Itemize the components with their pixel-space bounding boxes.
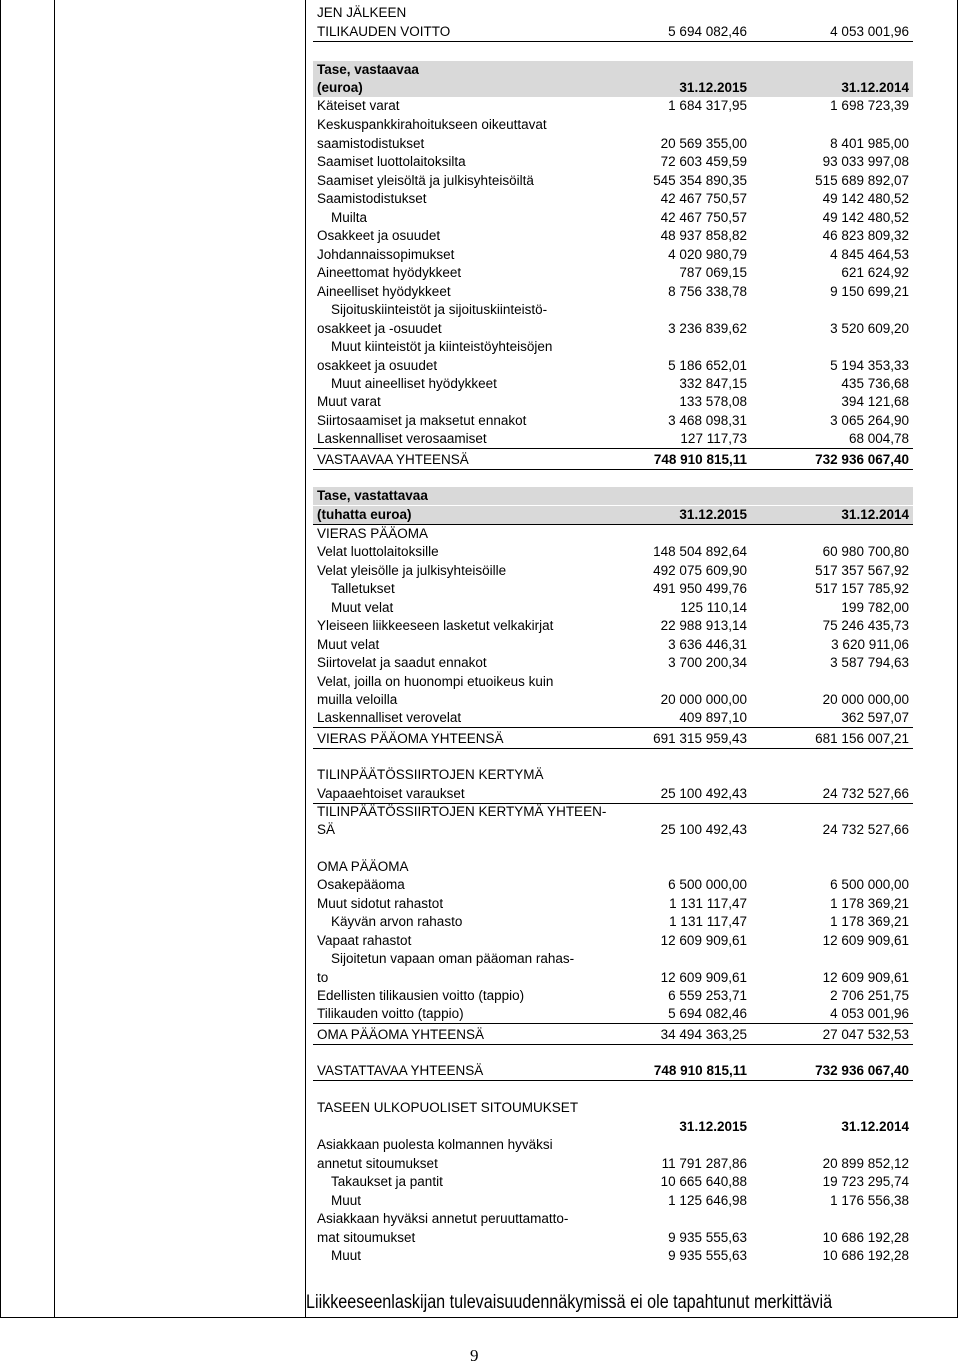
table-row <box>313 1099 913 1117</box>
value-2014: 515 689 892,07 <box>815 173 909 188</box>
value-2014: 24 732 527,66 <box>822 786 909 801</box>
row-label: Saamiset yleisöltä ja julkisyhteisöiltä <box>317 173 534 188</box>
value-2014: 24 732 527,66 <box>822 822 909 837</box>
table-row <box>313 283 913 301</box>
row-label: Velat luottolaitoksille <box>317 544 439 559</box>
value-2015: 31.12.2015 <box>679 80 747 95</box>
value-2015: 133 578,08 <box>679 394 747 409</box>
table-row <box>313 97 913 115</box>
row-label: Osakkeet ja osuudet <box>317 228 441 243</box>
table-row <box>313 61 913 79</box>
table-row <box>313 895 913 913</box>
table-row <box>313 543 913 561</box>
table-row <box>313 506 913 525</box>
value-2015: 6 559 253,71 <box>668 988 747 1003</box>
value-2015: 3 236 839,62 <box>668 321 747 336</box>
row-label: Muut velat <box>317 637 380 652</box>
row-label: (tuhatta euroa) <box>317 507 412 522</box>
value-2015: 1 131 117,47 <box>669 896 747 911</box>
value-2015: 72 603 459,59 <box>660 154 747 169</box>
row-label: Muut velat <box>331 600 394 615</box>
row-label: VASTATTAVAA YHTEENSÄ <box>317 1063 484 1078</box>
table-row <box>313 1247 913 1265</box>
table-row <box>313 785 913 804</box>
table-row <box>313 673 913 691</box>
row-label: Muut kiinteistöt ja kiinteistöyhteisöjen <box>331 339 553 354</box>
row-label: (euroa) <box>317 80 363 95</box>
table-row <box>313 950 913 968</box>
value-2014: 75 246 435,73 <box>822 618 909 633</box>
table-row <box>313 246 913 264</box>
table-row <box>313 1026 913 1045</box>
row-label: TILIKAUDEN VOITTO <box>317 24 451 39</box>
row-label: OMA PÄÄOMA YHTEENSÄ <box>317 1027 485 1042</box>
table-row <box>313 1155 913 1173</box>
row-label: JEN JÄLKEEN <box>317 5 407 20</box>
table-row <box>313 227 913 245</box>
table-row <box>313 209 913 227</box>
value-2014: 10 686 192,28 <box>822 1248 909 1263</box>
value-2015: 748 910 815,11 <box>653 1063 747 1078</box>
value-2014: 12 609 909,61 <box>822 970 909 985</box>
value-2014: 681 156 007,21 <box>815 731 909 746</box>
footer-note: Liikkeeseenlaskijan tulevaisuudennäkymissä ei ole tapahtunut merkittäviä <box>306 1292 833 1313</box>
table-row <box>313 320 913 338</box>
value-2014: 362 597,07 <box>841 710 909 725</box>
table-row <box>313 987 913 1005</box>
value-2015: 492 075 609,90 <box>653 563 747 578</box>
row-label: Muut <box>331 1248 362 1263</box>
row-label: TASEEN ULKOPUOLISET SITOUMUKSET <box>317 1100 579 1115</box>
table-row <box>313 821 913 839</box>
table-column-divider <box>305 0 306 1318</box>
row-label: Vapaaehtoiset varaukset <box>317 786 465 801</box>
value-2014: 732 936 067,40 <box>815 452 909 467</box>
value-2014: 46 823 809,32 <box>822 228 909 243</box>
row-label: Keskuspankkirahoitukseen oikeuttavat <box>317 117 547 132</box>
value-2014: 435 736,68 <box>841 376 909 391</box>
table-row <box>313 1062 913 1081</box>
left-column-divider <box>54 0 55 1318</box>
value-2014: 4 053 001,96 <box>830 1006 909 1021</box>
value-2014: 1 698 723,39 <box>830 98 909 113</box>
value-2015: 31.12.2015 <box>679 507 747 522</box>
row-label: Saamistodistukset <box>317 191 427 206</box>
table-row <box>313 116 913 134</box>
value-2014: 3 620 911,06 <box>831 637 909 652</box>
row-label: osakkeet ja osuudet <box>317 358 438 373</box>
row-label: Velat, joilla on huonompi etuoikeus kuin <box>317 674 554 689</box>
value-2015: 42 467 750,57 <box>660 210 747 225</box>
table-row <box>313 1229 913 1247</box>
value-2015: 691 315 959,43 <box>653 731 747 746</box>
table-row <box>313 969 913 987</box>
table-row <box>313 580 913 598</box>
value-2014: 49 142 480,52 <box>822 210 909 225</box>
value-2015: 3 636 446,31 <box>668 637 747 652</box>
value-2015: 5 694 082,46 <box>668 1006 747 1021</box>
table-row <box>313 1005 913 1024</box>
table-row <box>313 562 913 580</box>
table-row <box>313 412 913 430</box>
row-label: Muut varat <box>317 394 381 409</box>
value-2014: 732 936 067,40 <box>815 1063 909 1078</box>
row-label: Sijoitetun vapaan oman pääoman rahas- <box>331 951 575 966</box>
row-label: Tase, vastaavaa <box>317 62 419 77</box>
value-2015: 12 609 909,61 <box>660 933 747 948</box>
row-label: Muut aineelliset hyödykkeet <box>331 376 497 391</box>
value-2015: 20 569 355,00 <box>660 136 747 151</box>
value-2015: 8 756 338,78 <box>668 284 747 299</box>
table-row <box>313 4 913 22</box>
value-2015: 545 354 890,35 <box>653 173 747 188</box>
table-row <box>313 858 913 876</box>
value-2014: 31.12.2014 <box>841 80 909 95</box>
value-2014: 10 686 192,28 <box>822 1230 909 1245</box>
row-label: TILINPÄÄTÖSSIIRTOJEN KERTYMÄ YHTEEN- <box>317 804 607 819</box>
value-2014: 19 723 295,74 <box>822 1174 909 1189</box>
value-2015: 12 609 909,61 <box>660 970 747 985</box>
row-label: Laskennalliset verosaamiset <box>317 431 487 446</box>
value-2015: 491 950 499,76 <box>653 581 747 596</box>
value-2014: 20 899 852,12 <box>822 1156 909 1171</box>
row-label: osakkeet ja -osuudet <box>317 321 442 336</box>
value-2015: 9 935 555,63 <box>668 1248 747 1263</box>
value-2015: 9 935 555,63 <box>668 1230 747 1245</box>
value-2014: 31.12.2014 <box>841 507 909 522</box>
value-2014: 8 401 985,00 <box>830 136 909 151</box>
value-2014: 517 357 567,92 <box>815 563 909 578</box>
table-row <box>313 525 913 543</box>
table-row <box>313 730 913 749</box>
table-row <box>313 264 913 282</box>
row-label: Muut <box>331 1193 362 1208</box>
value-2014: 1 176 556,38 <box>830 1193 909 1208</box>
table-row <box>313 79 913 97</box>
value-2014: 12 609 909,61 <box>822 933 909 948</box>
value-2014: 60 980 700,80 <box>822 544 909 559</box>
value-2015: 748 910 815,11 <box>653 452 747 467</box>
value-2015: 34 494 363,25 <box>660 1027 747 1042</box>
value-2014: 3 520 609,20 <box>830 321 909 336</box>
row-label: OMA PÄÄOMA <box>317 859 409 874</box>
value-2015: 5 186 652,01 <box>668 358 747 373</box>
value-2014: 621 624,92 <box>841 265 909 280</box>
table-row <box>313 451 913 470</box>
table-row <box>313 636 913 654</box>
value-2015: 4 020 980,79 <box>668 247 747 262</box>
row-label: Aineelliset hyödykkeet <box>317 284 451 299</box>
row-label: Tilikauden voitto (tappio) <box>317 1006 464 1021</box>
value-2014: 3 587 794,63 <box>830 655 909 670</box>
value-2014: 4 845 464,53 <box>830 247 909 262</box>
row-label: Osakepääoma <box>317 877 405 892</box>
row-label: Tase, vastattavaa <box>317 488 428 503</box>
value-2014: 394 121,68 <box>841 394 909 409</box>
table-row <box>313 190 913 208</box>
value-2015: 1 131 117,47 <box>669 914 747 929</box>
value-2015: 25 100 492,43 <box>660 786 747 801</box>
row-label: Siirtosaamiset ja maksetut ennakot <box>317 413 527 428</box>
value-2015: 3 468 098,31 <box>668 413 747 428</box>
value-2014: 27 047 532,53 <box>822 1027 909 1042</box>
row-label: Aineettomat hyödykkeet <box>317 265 462 280</box>
value-2015: 42 467 750,57 <box>660 191 747 206</box>
row-label: mat sitoumukset <box>317 1230 416 1245</box>
table-row <box>313 1173 913 1191</box>
value-2014: 1 178 369,21 <box>830 896 909 911</box>
table-row <box>313 301 913 319</box>
row-label: Vapaat rahastot <box>317 933 412 948</box>
table-row <box>313 709 913 728</box>
value-2014: 2 706 251,75 <box>830 988 909 1003</box>
value-2014: 93 033 997,08 <box>822 154 909 169</box>
value-2015: 127 117,73 <box>680 431 747 446</box>
row-label: Käyvän arvon rahasto <box>331 914 463 929</box>
value-2014: 517 157 785,92 <box>815 581 909 596</box>
row-label: muilla veloilla <box>317 692 398 707</box>
value-2015: 48 937 858,82 <box>660 228 747 243</box>
table-row <box>313 654 913 672</box>
table-row <box>313 430 913 449</box>
value-2014: 6 500 000,00 <box>830 877 909 892</box>
value-2014: 9 150 699,21 <box>830 284 909 299</box>
value-2015: 787 069,15 <box>679 265 747 280</box>
row-label: Asiakkaan puolesta kolmannen hyväksi <box>317 1137 553 1152</box>
table-row <box>313 357 913 375</box>
row-label: Käteiset varat <box>317 98 400 113</box>
row-label: VIERAS PÄÄOMA <box>317 526 429 541</box>
row-label: Takaukset ja pantit <box>331 1174 443 1189</box>
table-row <box>313 766 913 784</box>
value-2015: 409 897,10 <box>679 710 747 725</box>
row-label: saamistodistukset <box>317 136 425 151</box>
row-label: Siirtovelat ja saadut ennakot <box>317 655 487 670</box>
row-label: Johdannaissopimukset <box>317 247 455 262</box>
table-row <box>313 913 913 931</box>
value-2015: 1 125 646,98 <box>668 1193 747 1208</box>
table-row <box>313 599 913 617</box>
value-2014: 5 194 353,33 <box>830 358 909 373</box>
value-2014: 199 782,00 <box>841 600 909 615</box>
row-label: Asiakkaan hyväksi annetut peruuttamatto- <box>317 1211 569 1226</box>
row-label: Talletukset <box>331 581 395 596</box>
value-2015: 5 694 082,46 <box>668 24 747 39</box>
value-2015: 10 665 640,88 <box>660 1174 747 1189</box>
value-2015: 332 847,15 <box>679 376 747 391</box>
table-row <box>313 617 913 635</box>
value-2015: 1 684 317,95 <box>668 98 747 113</box>
row-label: Muut sidotut rahastot <box>317 896 444 911</box>
row-label: TILINPÄÄTÖSSIIRTOJEN KERTYMÄ <box>317 767 544 782</box>
table-row <box>313 135 913 153</box>
value-2014: 1 178 369,21 <box>830 914 909 929</box>
row-label: Velat yleisölle ja julkisyhteisöille <box>317 563 507 578</box>
table-row <box>313 1192 913 1210</box>
value-2014: 4 053 001,96 <box>830 24 909 39</box>
table-row <box>313 932 913 950</box>
value-2015: 3 700 200,34 <box>668 655 747 670</box>
value-2014: 68 004,78 <box>848 431 909 446</box>
row-label: Laskennalliset verovelat <box>317 710 462 725</box>
table-row <box>313 153 913 171</box>
row-label: to <box>317 970 329 985</box>
value-2014: 31.12.2014 <box>841 1119 909 1134</box>
value-2015: 11 791 287,86 <box>661 1156 747 1171</box>
table-row <box>313 803 913 821</box>
row-label: Saamiset luottolaitoksilta <box>317 154 466 169</box>
row-label: Yleiseen liikkeeseen lasketut velkakirjat <box>317 618 554 633</box>
row-label: SÄ <box>317 822 336 837</box>
value-2015: 22 988 913,14 <box>660 618 747 633</box>
table-row <box>313 393 913 411</box>
value-2015: 31.12.2015 <box>679 1119 747 1134</box>
value-2015: 148 504 892,64 <box>653 544 747 559</box>
value-2015: 25 100 492,43 <box>660 822 747 837</box>
value-2015: 20 000 000,00 <box>660 692 747 707</box>
value-2015: 6 500 000,00 <box>668 877 747 892</box>
table-row <box>313 1210 913 1228</box>
row-label: annetut sitoumukset <box>317 1156 438 1171</box>
value-2014: 20 000 000,00 <box>822 692 909 707</box>
row-label: VASTAAVAA YHTEENSÄ <box>317 452 469 467</box>
value-2015: 125 110,14 <box>680 600 747 615</box>
table-row <box>313 1118 913 1136</box>
table-row <box>313 23 913 42</box>
table-row <box>313 172 913 190</box>
table-row <box>313 375 913 393</box>
row-label: VIERAS PÄÄOMA YHTEENSÄ <box>317 731 504 746</box>
page-number: 9 <box>470 1346 479 1365</box>
value-2014: 3 065 264,90 <box>830 413 909 428</box>
table-row <box>313 487 913 505</box>
row-label: Sijoituskiinteistöt ja sijoituskiinteistö- <box>331 302 548 317</box>
value-2014: 49 142 480,52 <box>822 191 909 206</box>
table-row <box>313 338 913 356</box>
table-row <box>313 876 913 894</box>
table-row <box>313 691 913 709</box>
row-label: Edellisten tilikausien voitto (tappio) <box>317 988 525 1003</box>
table-row <box>313 1136 913 1154</box>
row-label: Muilta <box>331 210 368 225</box>
